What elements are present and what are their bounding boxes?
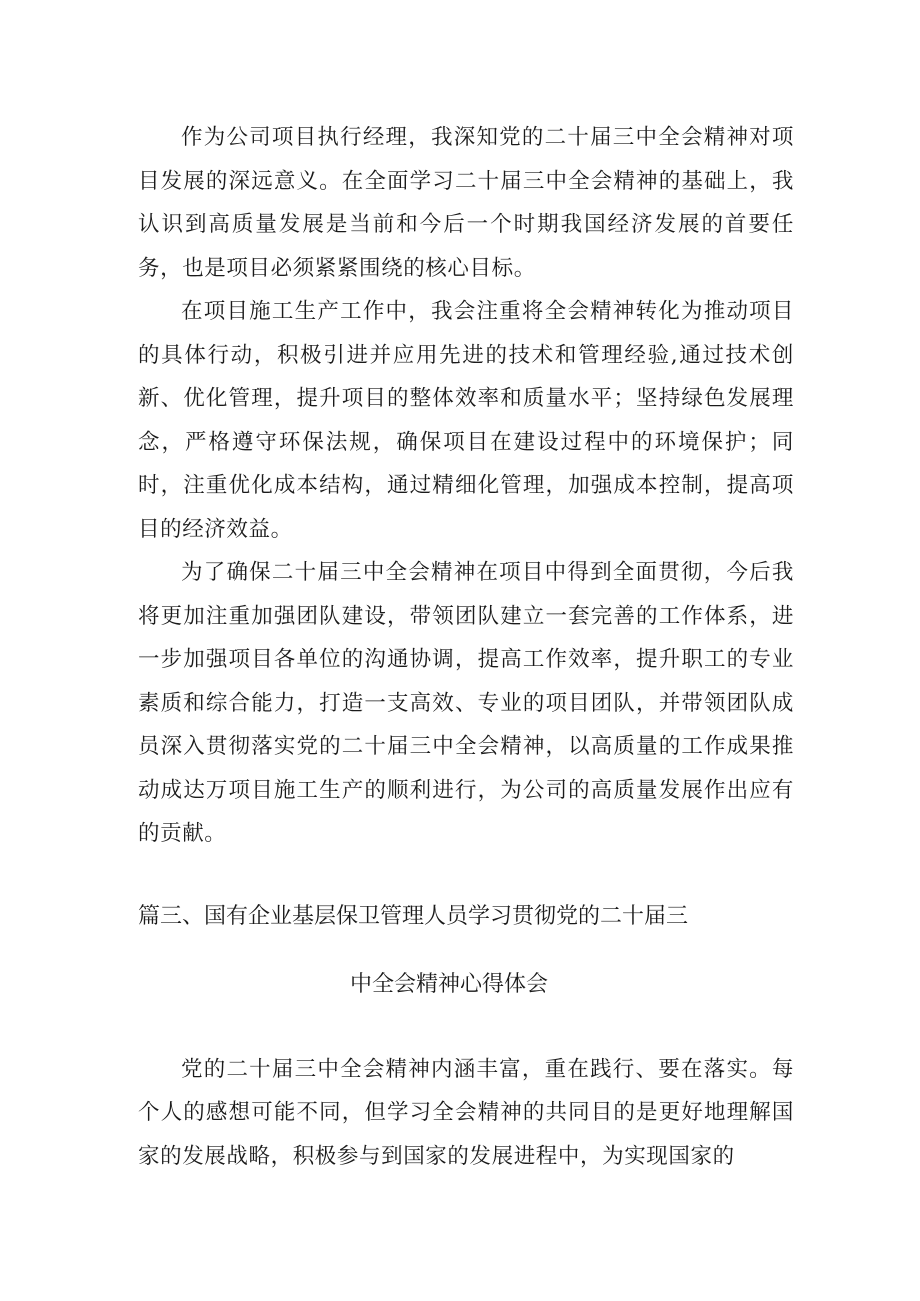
- body-paragraph-3: 为了确保二十届三中全会精神在项目中得到全面贯彻，今后我将更加注重加强团队建设，带领团队建立一套完善的工作体系，进一步加强项目各单位的沟通协调，提高工作效率，提升职工的专业素质和综合能力，打造一支高效、专业的项目团队，并带领团队成员深入贯彻落实党的二十届三中全会精神，以高质量的工作成果推动成达万项目施工生产的顺利进行，为公司的高质量发展作出应有的贡献。: [138, 560, 794, 846]
- document-page: [138, 116, 794, 1178]
- section-heading: [138, 897, 794, 1005]
- section-heading-line-2: 中全会精神心得体会: [349, 971, 548, 997]
- body-paragraph-1: 作为公司项目执行经理，我深知党的二十届三中全会精神对项目发展的深远意义。在全面学习二十届三中全会精神的基础上，我认识到高质量发展是当前和今后一个时期我国经济发展的首要任务，也是项目必须紧紧围绕的核心目标。: [138, 125, 794, 281]
- body-paragraph-4: 党的二十届三中全会精神内涵丰富，重在践行、要在落实。每个人的感想可能不同，但学习全会精神的共同目的是更好地理解国家的发展战略，积极参与到国家的发展进程中，为实现国家的: [138, 1056, 794, 1169]
- body-paragraph-2: 在项目施工生产工作中，我会注重将全会精神转化为推动项目的具体行动，积极引进并应用先进的技术和管理经验,通过技术创新、优化管理，提升项目的整体效率和质量水平；坚持绿色发展理念，严格遵守环保法规，确保项目在建设过程中的环境保护；同时，注重优化成本结构，通过精细化管理，加强成本控制，提高项目的经济效益。: [138, 299, 794, 542]
- section-heading-line-1: 篇三、国有企业基层保卫管理人员学习贯彻党的二十届三: [138, 903, 689, 929]
